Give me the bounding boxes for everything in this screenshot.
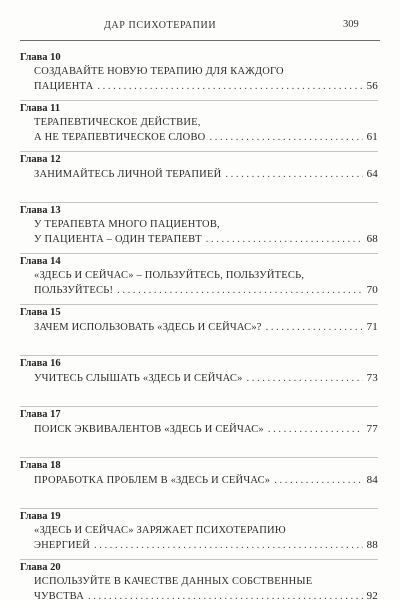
chapter-divider — [20, 508, 378, 509]
toc-chapter — [20, 52, 378, 103]
chapter-divider — [20, 304, 378, 305]
dot-leader — [94, 539, 363, 552]
table-of-contents — [20, 52, 378, 613]
chapter-title-text: ТЕРАПЕВТИЧЕСКОЕ ДЕЙСТВИЕ, — [34, 117, 201, 128]
chapter-title-text: «ЗДЕСЬ И СЕЙЧАС» – ПОЛЬЗУЙТЕСЬ, ПОЛЬЗУЙТЕСЬ, — [34, 270, 305, 281]
chapter-title-line — [34, 218, 378, 232]
chapter-title-text: У ПАЦИЕНТА – ОДИН ТЕРАПЕВТ — [34, 234, 202, 245]
chapter-title — [20, 524, 378, 552]
dot-leader — [247, 372, 363, 385]
chapter-title — [20, 116, 378, 144]
dot-leader — [209, 131, 362, 144]
chapter-title — [20, 65, 378, 93]
chapter-title-text: У ТЕРАПЕВТА МНОГО ПАЦИЕНТОВ, — [34, 219, 220, 230]
toc-chapter — [20, 358, 378, 409]
chapter-title-text: ПОИСК ЭКВИВАЛЕНТОВ «ЗДЕСЬ И СЕЙЧАС» — [34, 424, 264, 435]
chapter-title-text: ПРОРАБОТКА ПРОБЛЕМ В «ЗДЕСЬ И СЕЙЧАС» — [34, 475, 271, 486]
chapter-title-line — [34, 473, 378, 487]
chapter-title-line — [34, 538, 378, 552]
chapter-page-number: 73 — [366, 372, 378, 384]
chapter-divider — [20, 355, 378, 356]
running-header — [0, 20, 400, 34]
chapter-page-number: 88 — [366, 539, 378, 551]
chapter-divider — [20, 202, 378, 203]
chapter-title-line — [34, 589, 378, 603]
chapter-title-text: ЗАЧЕМ ИСПОЛЬЗОВАТЬ «ЗДЕСЬ И СЕЙЧАС»? — [34, 322, 262, 333]
chapter-divider — [20, 100, 378, 101]
chapter-title-text: ЧУВСТВА — [34, 591, 85, 602]
chapter-title — [20, 371, 378, 385]
chapter-title-text: УЧИТЕСЬ СЛЫШАТЬ «ЗДЕСЬ И СЕЙЧАС» — [34, 373, 243, 384]
toc-chapter — [20, 562, 378, 613]
dot-leader — [206, 233, 363, 246]
toc-chapter — [20, 205, 378, 256]
chapter-title-line — [34, 524, 378, 538]
chapter-page-number: 92 — [366, 590, 378, 602]
chapter-page-number: 68 — [366, 233, 378, 245]
chapter-label: Глава 12 — [20, 154, 61, 165]
chapter-page-number: 61 — [366, 131, 378, 143]
toc-chapter — [20, 511, 378, 562]
chapter-divider — [20, 559, 378, 560]
dot-leader — [274, 474, 362, 487]
chapter-divider — [20, 406, 378, 407]
chapter-title-line — [34, 320, 378, 334]
chapter-title-line — [34, 422, 378, 436]
chapter-label: Глава 16 — [20, 358, 61, 369]
chapter-title-text: ЗАНИМАЙТЕСЬ ЛИЧНОЙ ТЕРАПИЕЙ — [34, 169, 222, 180]
chapter-title-text: «ЗДЕСЬ И СЕЙЧАС» ЗАРЯЖАЕТ ПСИХОТЕРАПИЮ — [34, 525, 286, 536]
toc-chapter — [20, 460, 378, 511]
chapter-label: Глава 10 — [20, 52, 61, 63]
chapter-page-number: 71 — [366, 321, 378, 333]
chapter-label: Глава 18 — [20, 460, 61, 471]
dot-leader — [88, 590, 363, 603]
chapter-title-line — [34, 371, 378, 385]
chapter-title — [20, 167, 378, 181]
toc-chapter — [20, 409, 378, 460]
chapter-page-number: 84 — [366, 474, 378, 486]
chapter-title-line — [34, 269, 378, 283]
chapter-label: Глава 13 — [20, 205, 61, 216]
dot-leader — [266, 321, 363, 334]
chapter-title — [20, 575, 378, 603]
chapter-title-text: ПАЦИЕНТА — [34, 81, 94, 92]
chapter-title-text: ЭНЕРГИЕЙ — [34, 540, 91, 551]
chapter-label: Глава 19 — [20, 511, 61, 522]
chapter-title-text: ИСПОЛЬЗУЙТЕ В КАЧЕСТВЕ ДАННЫХ СОБСТВЕННЫЕ — [34, 576, 313, 587]
toc-chapter — [20, 307, 378, 358]
chapter-title — [20, 473, 378, 487]
chapter-label: Глава 17 — [20, 409, 61, 420]
chapter-page-number: 56 — [366, 80, 378, 92]
chapter-page-number: 70 — [366, 284, 378, 296]
page-number: 309 — [343, 19, 359, 30]
chapter-label: Глава 14 — [20, 256, 61, 267]
chapter-label: Глава 11 — [20, 103, 61, 114]
chapter-title-line — [34, 283, 378, 297]
dot-leader — [117, 284, 362, 297]
toc-chapter — [20, 256, 378, 307]
dot-leader — [268, 423, 363, 436]
chapter-title — [20, 422, 378, 436]
chapter-title-line — [34, 65, 378, 79]
chapter-title-line — [34, 167, 378, 181]
chapter-title-line — [34, 130, 378, 144]
toc-chapter — [20, 103, 378, 154]
chapter-divider — [20, 151, 378, 152]
chapter-title — [20, 218, 378, 246]
chapter-title-text: ПОЛЬЗУЙТЕСЬ! — [34, 285, 114, 296]
chapter-page-number: 64 — [366, 168, 378, 180]
chapter-title-line — [34, 79, 378, 93]
chapter-page-number: 77 — [366, 423, 378, 435]
chapter-divider — [20, 253, 378, 254]
chapter-divider — [20, 457, 378, 458]
chapter-title — [20, 320, 378, 334]
chapter-title — [20, 269, 378, 297]
chapter-title-line — [34, 116, 378, 130]
chapter-title-line — [34, 232, 378, 246]
toc-chapter — [20, 154, 378, 205]
chapter-label: Глава 15 — [20, 307, 61, 318]
chapter-title-text: А НЕ ТЕРАПЕВТИЧЕСКОЕ СЛОВО — [34, 132, 206, 143]
chapter-title-line — [34, 575, 378, 589]
dot-leader — [97, 80, 362, 93]
header-rule — [20, 40, 380, 41]
dot-leader — [225, 168, 362, 181]
running-title: ДАР ПСИХОТЕРАПИИ — [104, 20, 217, 31]
chapter-label: Глава 20 — [20, 562, 61, 573]
chapter-title-text: СОЗДАВАЙТЕ НОВУЮ ТЕРАПИЮ ДЛЯ КАЖДОГО — [34, 66, 284, 77]
